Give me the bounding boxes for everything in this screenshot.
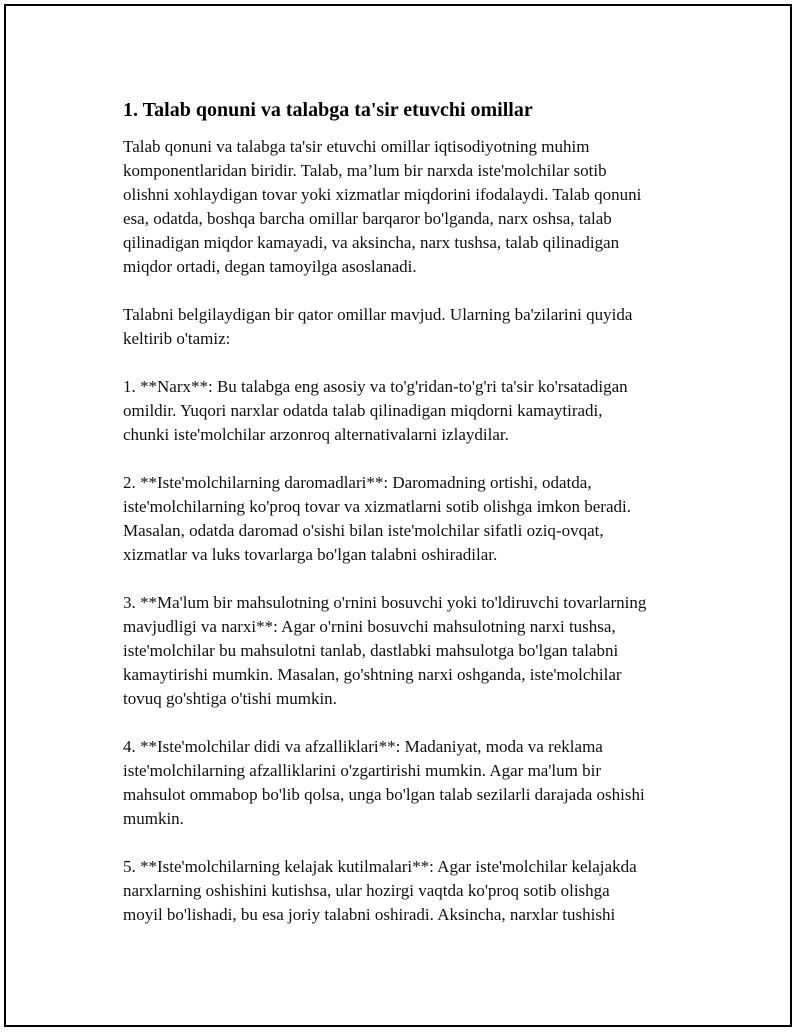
- text-line: miqdor ortadi, degan tamoyilga asoslanadi.: [123, 257, 417, 276]
- text-line: Talabni belgilaydigan bir qator omillar mavjud. Ularning ba'zilarini quyida: [123, 305, 633, 324]
- text-line: iste'molchilarning afzalliklarini o'zgartirishi mumkin. Agar ma'lum bir: [123, 761, 601, 780]
- text-line: komponentlaridan biridir. Talab, ma’lum bir narxda iste'molchilar sotib: [123, 161, 607, 180]
- text-line: iste'molchilar bu mahsulotni tanlab, dastlabki mahsulotga bo'lgan talabni: [123, 641, 619, 660]
- document-content: [118, 98, 698, 951]
- document-title: 1. Talab qonuni va talabga ta'sir etuvchi omillar: [123, 99, 533, 121]
- text-line: omildir. Yuqori narxlar odatda talab qilinadigan miqdorni kamaytiradi,: [123, 401, 603, 420]
- text-line: Masalan, odatda daromad o'sishi bilan iste'molchilar sifatli oziq-ovqat,: [123, 521, 604, 540]
- text-line: 1. **Narx**: Bu talabga eng asosiy va to'g'ridan-to'g'ri ta'sir ko'rsatadigan: [123, 377, 628, 396]
- document-page: [4, 4, 792, 1027]
- paragraph-intro: [123, 135, 698, 279]
- text-line: tovuq go'shtiga o'tishi mumkin.: [123, 689, 337, 708]
- paragraph-factor-3: [123, 591, 698, 711]
- text-line: kamaytirishi mumkin. Masalan, go'shtning narxi oshganda, iste'molchilar: [123, 665, 622, 684]
- text-line: 2. **Iste'molchilarning daromadlari**: Daromadning ortishi, odatda,: [123, 473, 592, 492]
- text-line: mahsulot ommabop bo'lib qolsa, unga bo'lgan talab sezilarli darajada oshishi: [123, 785, 645, 804]
- paragraph-factors-intro: [123, 303, 698, 351]
- paragraph-factor-1: [123, 375, 698, 447]
- text-line: iste'molchilarning ko'proq tovar va xizmatlarni sotib olishga imkon beradi.: [123, 497, 631, 516]
- text-line: xizmatlar va luks tovarlarga bo'lgan talabni oshiradilar.: [123, 545, 498, 564]
- text-line: mumkin.: [123, 809, 184, 828]
- text-line: 4. **Iste'molchilar didi va afzalliklari**: Madaniyat, moda va reklama: [123, 737, 603, 756]
- text-line: Talab qonuni va talabga ta'sir etuvchi omillar iqtisodiyotning muhim: [123, 137, 590, 156]
- text-line: esa, odatda, boshqa barcha omillar barqaror bo'lganda, narx oshsa, talab: [123, 209, 612, 228]
- text-line: 3. **Ma'lum bir mahsulotning o'rnini bosuvchi yoki to'ldiruvchi tovarlarning: [123, 593, 647, 612]
- paragraph-factor-2: [123, 471, 698, 567]
- text-line: chunki iste'molchilar arzonroq alternativalarni izlaydilar.: [123, 425, 509, 444]
- paragraph-factor-4: [123, 735, 698, 831]
- text-line: keltirib o'tamiz:: [123, 329, 231, 348]
- text-line: olishni xohlaydigan tovar yoki xizmatlar miqdorini ifodalaydi. Talab qonuni: [123, 185, 642, 204]
- text-line: 5. **Iste'molchilarning kelajak kutilmalari**: Agar iste'molchilar kelajakda: [123, 857, 637, 876]
- text-line: mavjudligi va narxi**: Agar o'rnini bosuvchi mahsulotning narxi tushsa,: [123, 617, 616, 636]
- text-line: moyil bo'lishadi, bu esa joriy talabni oshiradi. Aksincha, narxlar tushishi: [123, 905, 616, 924]
- paragraph-factor-5: [123, 855, 698, 927]
- text-line: narxlarning oshishini kutishsa, ular hozirgi vaqtda ko'proq sotib olishga: [123, 881, 610, 900]
- text-line: qilinadigan miqdor kamayadi, va aksincha, narx tushsa, talab qilinadigan: [123, 233, 620, 252]
